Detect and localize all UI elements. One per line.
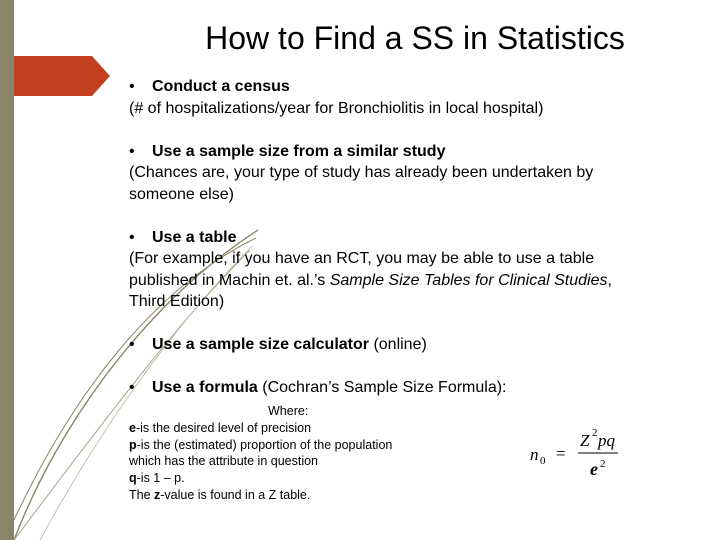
bullet-tail: (online): [369, 336, 427, 353]
definition-text: -value is found in a Z table.: [160, 487, 311, 502]
bullet-glyph: •: [129, 228, 135, 246]
accent-tab-arrow: [14, 56, 110, 96]
formula-equals: =: [556, 444, 566, 463]
bullet-subtext: someone else): [129, 185, 234, 203]
citation-prefix: published in Machin et. al.’s: [129, 271, 330, 289]
definition-text: -is 1 – p.: [136, 471, 185, 486]
bullet-subtext: (For example, if you have an RCT, you may be able to use a table: [129, 250, 595, 267]
formula-definitions: [129, 403, 449, 504]
formula-e: e: [590, 459, 598, 479]
bullet-subtext: (Chances are, your type of study has already been undertaken by: [129, 164, 594, 181]
slide-title: How to Find a SS in Statistics: [205, 20, 625, 56]
formula-n: n: [530, 445, 539, 464]
definition-e: [129, 420, 449, 437]
definition-text: The: [129, 487, 155, 502]
formula-z-exponent: 2: [592, 427, 598, 439]
book-title: Sample Size Tables for Clinical Studies: [329, 271, 608, 289]
bullet-head: Use a formula: [152, 379, 258, 396]
formula-z: Z: [580, 431, 590, 450]
bullet-subtext: (# of hospitalizations/year for Bronchiolitis in local hospital): [129, 99, 544, 117]
var-p: p: [129, 437, 137, 452]
slide-body: [129, 76, 709, 399]
definition-p: [129, 437, 449, 454]
where-label: Where:: [268, 404, 309, 418]
cochran-formula: [528, 426, 628, 482]
bullet-tail: (Cochran’s Sample Size Formula):: [257, 379, 507, 396]
var-e: e: [129, 420, 136, 435]
bullet-formula: [129, 377, 709, 399]
citation-suffix: ,: [607, 271, 612, 289]
formula-n-subscript: 0: [540, 455, 546, 467]
bullet-table: [129, 227, 709, 313]
bullet-similar-study: [129, 141, 709, 206]
bullet-glyph: •: [129, 379, 135, 396]
bullet-subtext-citation: [129, 270, 709, 292]
bullet-head: Conduct a census: [152, 78, 290, 95]
formula-e-exponent: 2: [600, 458, 606, 470]
var-z: z: [154, 487, 161, 502]
bullet-head: Use a sample size from a similar study: [152, 142, 446, 160]
definition-p-cont: which has the attribute in question: [129, 454, 319, 469]
var-q: q: [129, 471, 137, 486]
bullet-glyph: •: [129, 336, 135, 353]
bullet-head: Use a sample size calculator: [152, 336, 369, 353]
definition-text: -is the (estimated) proportion of the population: [136, 437, 393, 452]
bullet-subtext: Third Edition): [129, 293, 225, 310]
bullet-glyph: •: [129, 78, 135, 95]
bullet-calculator: [129, 334, 709, 356]
bullet-glyph: •: [129, 142, 135, 160]
definition-text: -is the desired level of precision: [135, 420, 312, 435]
bullet-census: [129, 76, 709, 119]
definition-q: [129, 470, 449, 487]
formula-pq: pq: [598, 431, 615, 450]
definition-z: [129, 487, 449, 504]
bullet-head: Use a table: [152, 228, 237, 246]
